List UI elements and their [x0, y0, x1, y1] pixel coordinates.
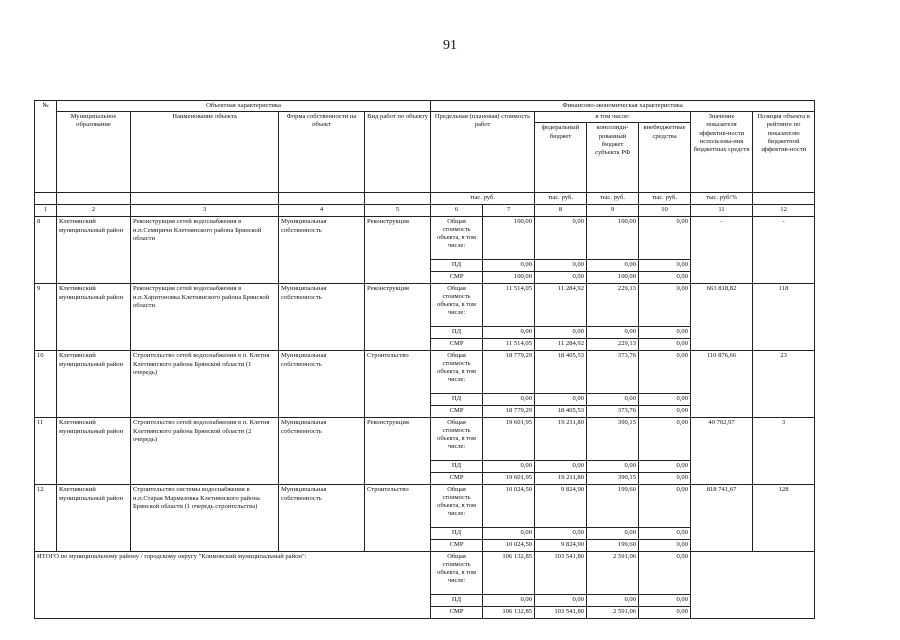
header-finance-group: Финансово-экономическая характеристика: [431, 101, 815, 112]
smr-value: 10 024,50: [483, 540, 535, 552]
smr-value: 18 405,53: [535, 406, 587, 418]
unit-row: [35, 193, 815, 205]
column-number: 11: [691, 205, 753, 217]
row-efficiency: 40 702,97: [691, 418, 753, 485]
header-including: в том числе:: [535, 112, 691, 123]
smr-value: 0,00: [639, 272, 691, 284]
pd-value: 0,00: [587, 327, 639, 339]
cost-federal-value: 9 824,90: [535, 485, 587, 528]
total-cost-label: Общая стоимость объекта, в том числе:: [431, 418, 483, 461]
smr-label: СМР: [431, 406, 483, 418]
smr-value: 0,00: [639, 540, 691, 552]
row-municipality: Клетнянский муниципальный район: [57, 485, 131, 552]
row-object-name: Строительство сетей водоснабжения в п. Клетня Клетнянского района Брянской области (1 очередь): [131, 351, 279, 418]
header-efficiency: Значение показателя эффектив-ности использова-ния бюджетных средств: [691, 112, 753, 193]
row-number: 10: [35, 351, 57, 418]
row-work-type: Реконструкция: [365, 418, 431, 485]
row-ownership: Муниципальная собственность: [279, 284, 365, 351]
pd-label: ПД: [431, 461, 483, 473]
smr-value: 19 211,80: [535, 473, 587, 485]
pd-label: ПД: [431, 260, 483, 272]
pd-value: 0,00: [639, 394, 691, 406]
cost-total-value: 106 132,85: [483, 552, 535, 595]
pd-value: 0,00: [483, 260, 535, 272]
column-number: 4: [279, 205, 365, 217]
row-work-type: Реконструкция: [365, 284, 431, 351]
pd-value: 0,00: [535, 461, 587, 473]
total-label: ИТОГО по муниципальному району / городскому округу "Климовский муниципальный район":: [35, 552, 431, 619]
smr-value: 106 132,85: [483, 607, 535, 619]
table-row: [35, 418, 815, 461]
row-rating: -: [753, 217, 815, 284]
pd-value: 0,00: [587, 461, 639, 473]
header-no: №: [35, 101, 57, 193]
header-object-group: Объектная характеристика: [57, 101, 431, 112]
row-efficiency: 818 741,67: [691, 485, 753, 552]
smr-value: 100,00: [483, 272, 535, 284]
row-ownership: Муниципальная собственность: [279, 485, 365, 552]
header-row: [35, 101, 815, 112]
cost-extrabudget-value: 0,00: [639, 351, 691, 394]
total-cost-label: Общая стоимость объекта, в том числе:: [431, 284, 483, 327]
table-row: [35, 217, 815, 260]
smr-value: 11 284,92: [535, 339, 587, 351]
pd-value: 0,00: [639, 260, 691, 272]
row-rating: 118: [753, 284, 815, 351]
smr-value: 0,00: [639, 607, 691, 619]
smr-value: 390,15: [587, 473, 639, 485]
pd-label: ПД: [431, 528, 483, 540]
header-row: [35, 112, 815, 123]
row-work-type: Строительство: [365, 351, 431, 418]
column-number-row: [35, 205, 815, 217]
unit-cell: тыс. руб.: [587, 193, 639, 205]
header-ownership: Форма собственности на объект: [279, 112, 365, 193]
pd-value: 0,00: [483, 461, 535, 473]
smr-value: 100,00: [587, 272, 639, 284]
row-rating: 3: [753, 418, 815, 485]
page-number: 91: [443, 38, 457, 53]
row-rating: 23: [753, 351, 815, 418]
cost-consolidated-value: 2 591,06: [587, 552, 639, 595]
header-planned-cost: Предельная (плановая) стоимость работ: [431, 112, 535, 193]
pd-value: 0,00: [535, 528, 587, 540]
cost-total-value: 18 779,29: [483, 351, 535, 394]
cost-total-value: 11 514,05: [483, 284, 535, 327]
smr-value: 18 779,29: [483, 406, 535, 418]
smr-value: 373,76: [587, 406, 639, 418]
pd-value: 0,00: [587, 394, 639, 406]
row-object-name: Строительство сетей водоснабжения в п. Клетня Клетнянского района Брянской области (2 очередь): [131, 418, 279, 485]
smr-label: СМР: [431, 607, 483, 619]
cost-federal-value: 103 541,80: [535, 552, 587, 595]
pd-value: 0,00: [535, 260, 587, 272]
financial-table: [34, 100, 815, 619]
cost-extrabudget-value: 0,00: [639, 485, 691, 528]
header-extrabudget: внебюджетные средства: [639, 123, 691, 193]
unit-cell: [365, 193, 431, 205]
row-efficiency: -: [691, 217, 753, 284]
cost-consolidated-value: 100,00: [587, 217, 639, 260]
smr-label: СМР: [431, 272, 483, 284]
cost-extrabudget-value: 0,00: [639, 552, 691, 595]
header-work-type: Вид работ по объекту: [365, 112, 431, 193]
total-row: [35, 552, 815, 595]
pd-value: 0,00: [639, 327, 691, 339]
row-work-type: Реконструкция: [365, 217, 431, 284]
smr-label: СМР: [431, 540, 483, 552]
total-cost-label: Общая стоимость объекта, в том числе:: [431, 217, 483, 260]
smr-value: 0,00: [639, 339, 691, 351]
unit-cell: [279, 193, 365, 205]
column-number: 5: [365, 205, 431, 217]
row-number: 8: [35, 217, 57, 284]
total-cost-label: Общая стоимость объекта, в том числе:: [431, 552, 483, 595]
column-number: 9: [587, 205, 639, 217]
cost-consolidated-value: 229,13: [587, 284, 639, 327]
pd-value: 0,00: [639, 595, 691, 607]
row-number: 12: [35, 485, 57, 552]
table-row: [35, 351, 815, 394]
cost-extrabudget-value: 0,00: [639, 418, 691, 461]
column-number: 2: [57, 205, 131, 217]
unit-cell: [753, 193, 815, 205]
cost-total-value: 100,00: [483, 217, 535, 260]
unit-cell: [35, 193, 57, 205]
row-ownership: Муниципальная собственность: [279, 217, 365, 284]
header-object-name: Наименование объекта: [131, 112, 279, 193]
cost-consolidated-value: 373,76: [587, 351, 639, 394]
pd-label: ПД: [431, 595, 483, 607]
pd-value: 0,00: [483, 528, 535, 540]
pd-value: 0,00: [483, 327, 535, 339]
pd-value: 0,00: [483, 595, 535, 607]
header-federal: федеральный бюджет: [535, 123, 587, 193]
cost-federal-value: 0,00: [535, 217, 587, 260]
table-row: [35, 485, 815, 528]
smr-value: 229,13: [587, 339, 639, 351]
row-efficiency: 110 876,66: [691, 351, 753, 418]
unit-cell: [57, 193, 131, 205]
pd-value: 0,00: [535, 327, 587, 339]
pd-value: 0,00: [639, 528, 691, 540]
row-municipality: Клетнянский муниципальный район: [57, 217, 131, 284]
smr-value: 11 514,05: [483, 339, 535, 351]
pd-value: 0,00: [535, 595, 587, 607]
header-rating: Позиция объекта в рейтинге по показателю бюджетной эффектив-ности: [753, 112, 815, 193]
column-number: 12: [753, 205, 815, 217]
row-rating: 128: [753, 485, 815, 552]
row-ownership: Муниципальная собственность: [279, 351, 365, 418]
total-cost-label: Общая стоимость объекта, в том числе:: [431, 485, 483, 528]
unit-cell: тыс. руб.: [639, 193, 691, 205]
smr-value: 2 591,06: [587, 607, 639, 619]
pd-label: ПД: [431, 327, 483, 339]
cost-total-value: 19 601,95: [483, 418, 535, 461]
smr-value: 0,00: [639, 406, 691, 418]
pd-value: 0,00: [587, 528, 639, 540]
column-number: 6: [431, 205, 483, 217]
pd-label: ПД: [431, 394, 483, 406]
cost-federal-value: 19 211,80: [535, 418, 587, 461]
row-municipality: Клетнянский муниципальный район: [57, 418, 131, 485]
table-row: [35, 284, 815, 327]
smr-value: 0,00: [639, 473, 691, 485]
unit-cell: тыс. руб/%: [691, 193, 753, 205]
row-ownership: Муниципальная собственность: [279, 418, 365, 485]
row-work-type: Строительство: [365, 485, 431, 552]
unit-cell: [131, 193, 279, 205]
cost-extrabudget-value: 0,00: [639, 284, 691, 327]
cost-total-value: 10 024,50: [483, 485, 535, 528]
unit-cell: тыс. руб.: [535, 193, 587, 205]
header-consolidated: консолиди-рованный бюджет субъекта РФ: [587, 123, 639, 193]
cost-federal-value: 11 284,92: [535, 284, 587, 327]
total-cost-label: Общая стоимость объекта, в том числе:: [431, 351, 483, 394]
cost-extrabudget-value: 0,00: [639, 217, 691, 260]
pd-value: 0,00: [483, 394, 535, 406]
row-municipality: Клетнянский муниципальный район: [57, 351, 131, 418]
row-number: 9: [35, 284, 57, 351]
cost-consolidated-value: 199,60: [587, 485, 639, 528]
row-object-name: Строительство системы водоснабжения в н.п.Старая Мармазовка Клетнянского района Брянской области (1 очередь строительства): [131, 485, 279, 552]
smr-label: СМР: [431, 473, 483, 485]
column-number: 10: [639, 205, 691, 217]
pd-value: 0,00: [535, 394, 587, 406]
smr-value: 199,60: [587, 540, 639, 552]
row-number: 11: [35, 418, 57, 485]
cost-federal-value: 18 405,53: [535, 351, 587, 394]
column-number: 7: [483, 205, 535, 217]
smr-value: 0,00: [535, 272, 587, 284]
total-empty-cell: [691, 552, 815, 619]
row-municipality: Клетнянский муниципальный район: [57, 284, 131, 351]
smr-label: СМР: [431, 339, 483, 351]
row-object-name: Реконструкция сетей водоснабжения в н.п.Харитоновка Клетнянского района Брянской области: [131, 284, 279, 351]
column-number: 3: [131, 205, 279, 217]
smr-value: 103 541,80: [535, 607, 587, 619]
pd-value: 0,00: [587, 595, 639, 607]
header-municipality: Муниципальное образование: [57, 112, 131, 193]
cost-consolidated-value: 390,15: [587, 418, 639, 461]
row-object-name: Реконструкция сетей водоснабжения в н.п.Семиричи Клетнянского района Брянской области: [131, 217, 279, 284]
column-number: 1: [35, 205, 57, 217]
pd-value: 0,00: [639, 461, 691, 473]
smr-value: 9 824,90: [535, 540, 587, 552]
pd-value: 0,00: [587, 260, 639, 272]
column-number: 8: [535, 205, 587, 217]
row-efficiency: 663 818,82: [691, 284, 753, 351]
smr-value: 19 601,95: [483, 473, 535, 485]
unit-cell: тыс. руб.: [431, 193, 535, 205]
